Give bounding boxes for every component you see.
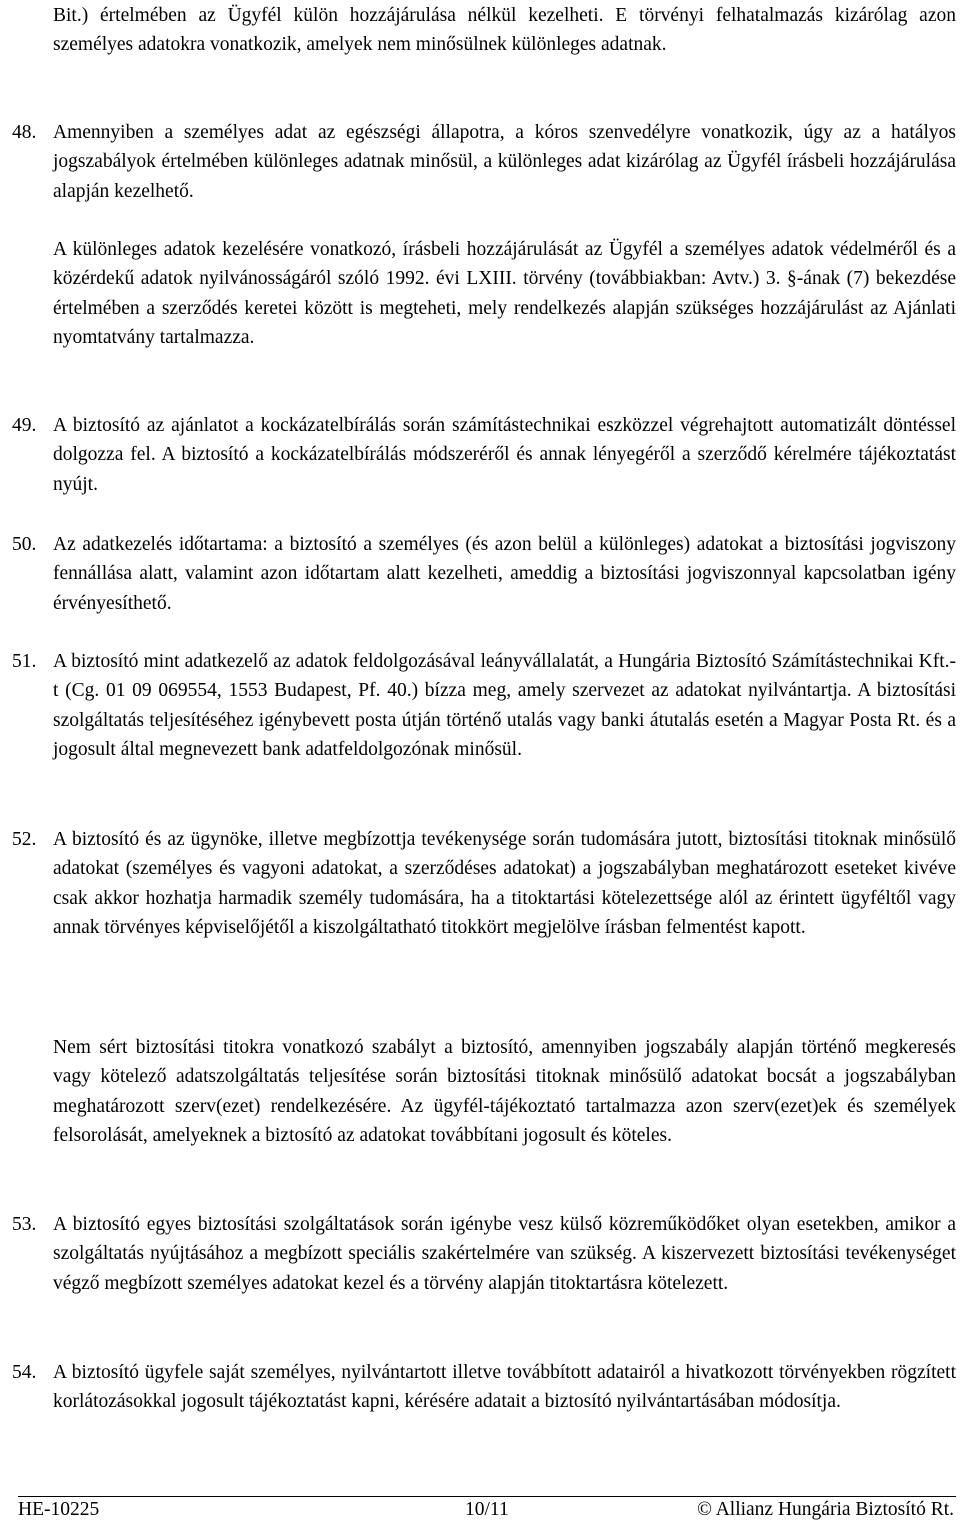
footer-copyright: © Allianz Hungária Biztosító Rt. <box>697 1499 954 1520</box>
item-number: 51. <box>12 651 37 672</box>
item-text: Amennyiben a személyes adat az egészségi állapotra, a kóros szenvedélyre vonatkozik, úgy az a hatályos jogszabályok értelmében különleges adatnak minősül, a különleges adat kizárólag az Ügyfél írásbeli hozzájárulása alapján kezelhető. <box>53 122 956 202</box>
item-text: Az adatkezelés időtartama: a biztosító a személyes (és azon belül a különleges) adatokat a biztosítási jogviszony fennállása alatt, valamint azon időtartam alatt kezelheti, ameddig a biztosítási jogviszonnyal kapcsolatban igény érvényesíthető. <box>53 534 956 614</box>
item-text: A biztosító ügyfele saját személyes, nyilvántartott illetve továbbított adatairól a hivatkozott törvényekben rögzített korlátozásokkal jogosult tájékoztatást kapni, kérésére adatait a biztosító nyilvántartásában módosítja. <box>53 1362 956 1413</box>
list-item-49 <box>12 411 956 499</box>
list-item-53 <box>12 1210 956 1298</box>
item-number: 49. <box>12 415 37 436</box>
list-item-50 <box>12 530 956 618</box>
item-text: A különleges adatok kezelésére vonatkozó, írásbeli hozzájárulását az Ügyfél a személyes adatok védelméről és a közérdekű adatok nyilvánosságáról szóló 1992. évi LXIII. törvény (továbbiakban: Avtv.) 3. §-ának (7) bekezdése értelmében a szerződés keretei között is megteheti, mely rendelkezés alapján szükséges hozzájárulást az Ajánlati nyomtatvány tartalmazza. <box>53 239 956 349</box>
item-text: Nem sért biztosítási titokra vonatkozó szabályt a biztosító, amennyiben jogszabály alapján történő megkeresés vagy kötelező adatszolgáltatás teljesítése során biztosítási titoknak minősülő adatokat bocsát a jogszabályban meghatározott szerv(ezet) rendelkezésére. Az ügyfél-tájékoztató tartalmazza azon szerv(ezet)ek és személyek felsorolását, amelyeknek a biztosító az adatokat továbbítani jogosult és köteles. <box>53 1037 956 1147</box>
item-text: A biztosító egyes biztosítási szolgáltatások során igénybe vesz külső közreműködőket olyan esetekben, amikor a szolgáltatás nyújtásához a megbízott speciális szakértelmére van szükség. A kiszervezett biztosítási tevékenységet végző megbízott személyes adatokat kezel és a törvény alapján titoktartásra kötelezett. <box>53 1214 956 1294</box>
footer-doc-code: HE-10225 <box>18 1499 100 1520</box>
list-item-48 <box>12 118 956 206</box>
item-number: 54. <box>12 1362 37 1383</box>
item-number: 52. <box>12 829 37 850</box>
footer-page-number: 10/11 <box>465 1499 509 1520</box>
list-item-51 <box>12 647 956 765</box>
list-item-54 <box>12 1358 956 1417</box>
continuation-paragraph: Bit.) értelmében az Ügyfél külön hozzájárulása nélkül kezelheti. E törvényi felhatalmazás kizárólag azon személyes adatokra vonatkozik, amelyek nem minősülnek különleges adatnak. <box>53 5 956 56</box>
list-item-52 <box>12 825 956 943</box>
list-item-52-continued <box>53 1033 956 1151</box>
item-text: A biztosító az ajánlatot a kockázatelbírálás során számítástechnikai eszközzel végrehajtott automatizált döntéssel dolgozza fel. A biztosító a kockázatelbírálás módszeréről és annak lényegéről a szerződő kérelmére tájékoztatást nyújt. <box>53 415 956 495</box>
item-text: A biztosító mint adatkezelő az adatok feldolgozásával leányvállalatát, a Hungária Biztosító Számítástechnikai Kft.-t (Cg. 01 09 069554, 1553 Budapest, Pf. 40.) bízza meg, amely szervezet az adatokat nyilvántartja. A biztosítási szolgáltatás teljesítéséhez igénybevett posta útján történő utalás vagy banki átutalás esetén a Magyar Posta Rt. és a jogosult által megnevezett bank adatfeldolgozónak minősül. <box>53 651 956 761</box>
item-text: A biztosító és az ügynöke, illetve megbízottja tevékenysége során tudomására jutott, biztosítási titoknak minősülő adatokat (személyes és vagyoni adatokat, a szerződéses adatokat) a jogszabályban meghatározott eseteket kivéve csak akkor hozhatja harmadik személy tudomására, ha a titoktartási kötelezettsége alól az érintett ügyféltől vagy annak törvényes képviselőjétől a kiszolgáltatható titokkört megjelölve írásban felmentést kapott. <box>53 829 956 939</box>
item-number: 48. <box>12 122 37 143</box>
item-number: 53. <box>12 1214 37 1235</box>
page-footer <box>18 1497 958 1521</box>
list-item-48-continued <box>53 235 956 353</box>
item-number: 50. <box>12 534 37 555</box>
